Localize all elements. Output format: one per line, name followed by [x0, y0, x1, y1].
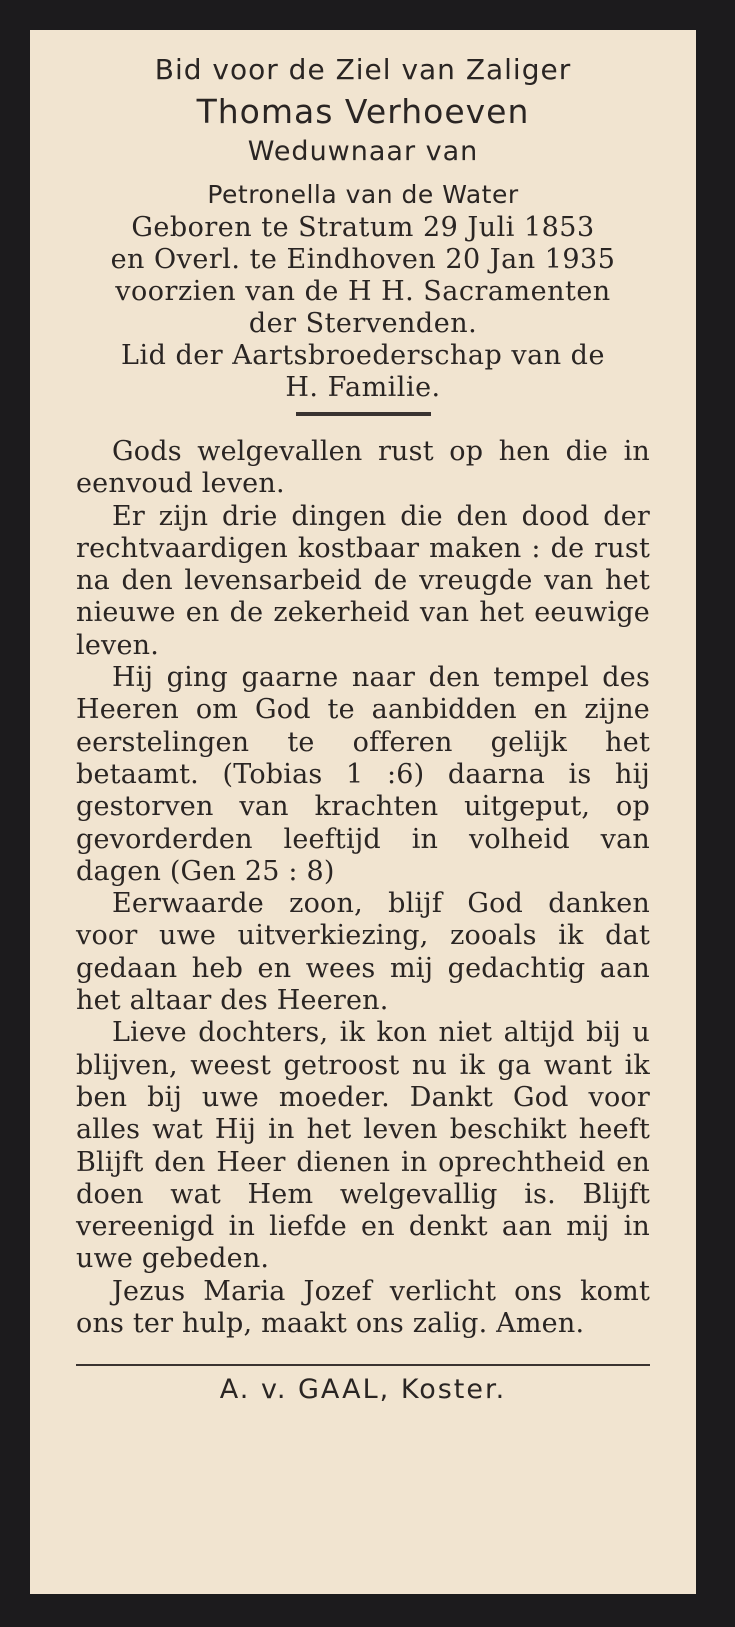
divider-short [296, 412, 431, 416]
deceased-name: Thomas Verhoeven [196, 92, 530, 131]
prayer-heading: Bid voor de Ziel van Zaliger [154, 53, 572, 86]
paragraph: Lieve dochters, ik kon niet altijd bij u blijven, weest getroost nu ik ga want ik ben bij uwe moeder. Dankt God voor alles wat Hij in het leven beschikt heeft Blijft den Heer dienen in oprechtheid en doen wat Hem welgevallig is. Blijft vereenigd in liefde en denkt aan mij in uwe gebeden. [76, 1017, 650, 1275]
detail-line: voorzien van de H H. Sacramenten [115, 276, 611, 307]
printer-credit: A. v. GAAL, Koster. [219, 1374, 507, 1406]
detail-line: der Stervenden. [248, 308, 478, 339]
memorial-text [76, 436, 650, 1340]
paragraph: Er zijn drie dingen die den dood der rechtvaardigen kostbaar maken : de rust na den levensarbeid de vreugde van het nieuwe en de zekerheid van het eeuwige leven. [76, 500, 650, 661]
paragraph: Eerwaarde zoon, blijf God danken voor uwe uitverkiezing, zooals ik dat gedaan heb en wees mij gedachtig aan het altaar des Heeren. [76, 888, 650, 1017]
spouse-name: Petronella van de Water [207, 180, 519, 209]
detail-line: Geboren te Stratum 29 Juli 1853 [131, 212, 595, 243]
paragraph: Jezus Maria Jozef verlicht ons komt ons ter hulp, maakt ons zalig. Amen. [76, 1275, 650, 1340]
detail-line: Lid der Aartsbroederschap van de [121, 340, 605, 371]
detail-line: en Overl. te Eindhoven 20 Jan 1935 [110, 244, 616, 275]
paragraph: Hij ging gaarne naar den tempel des Heeren om God te aanbidden en zijne eerstelingen te offeren gelijk het betaamt. (Tobias 1 :6) daarna is hij gestorven van krachten uitgeput, op gevorderden leeftijd in volheid van dagen (Gen 25 : 8) [76, 662, 650, 887]
paragraph: Gods welgevallen rust op hen die in eenvoud leven. [76, 436, 650, 500]
detail-line: H. Familie. [285, 372, 441, 403]
card-paper [30, 30, 696, 1594]
relation-text: Weduwnaar van [247, 136, 479, 167]
divider-long [76, 1364, 650, 1366]
